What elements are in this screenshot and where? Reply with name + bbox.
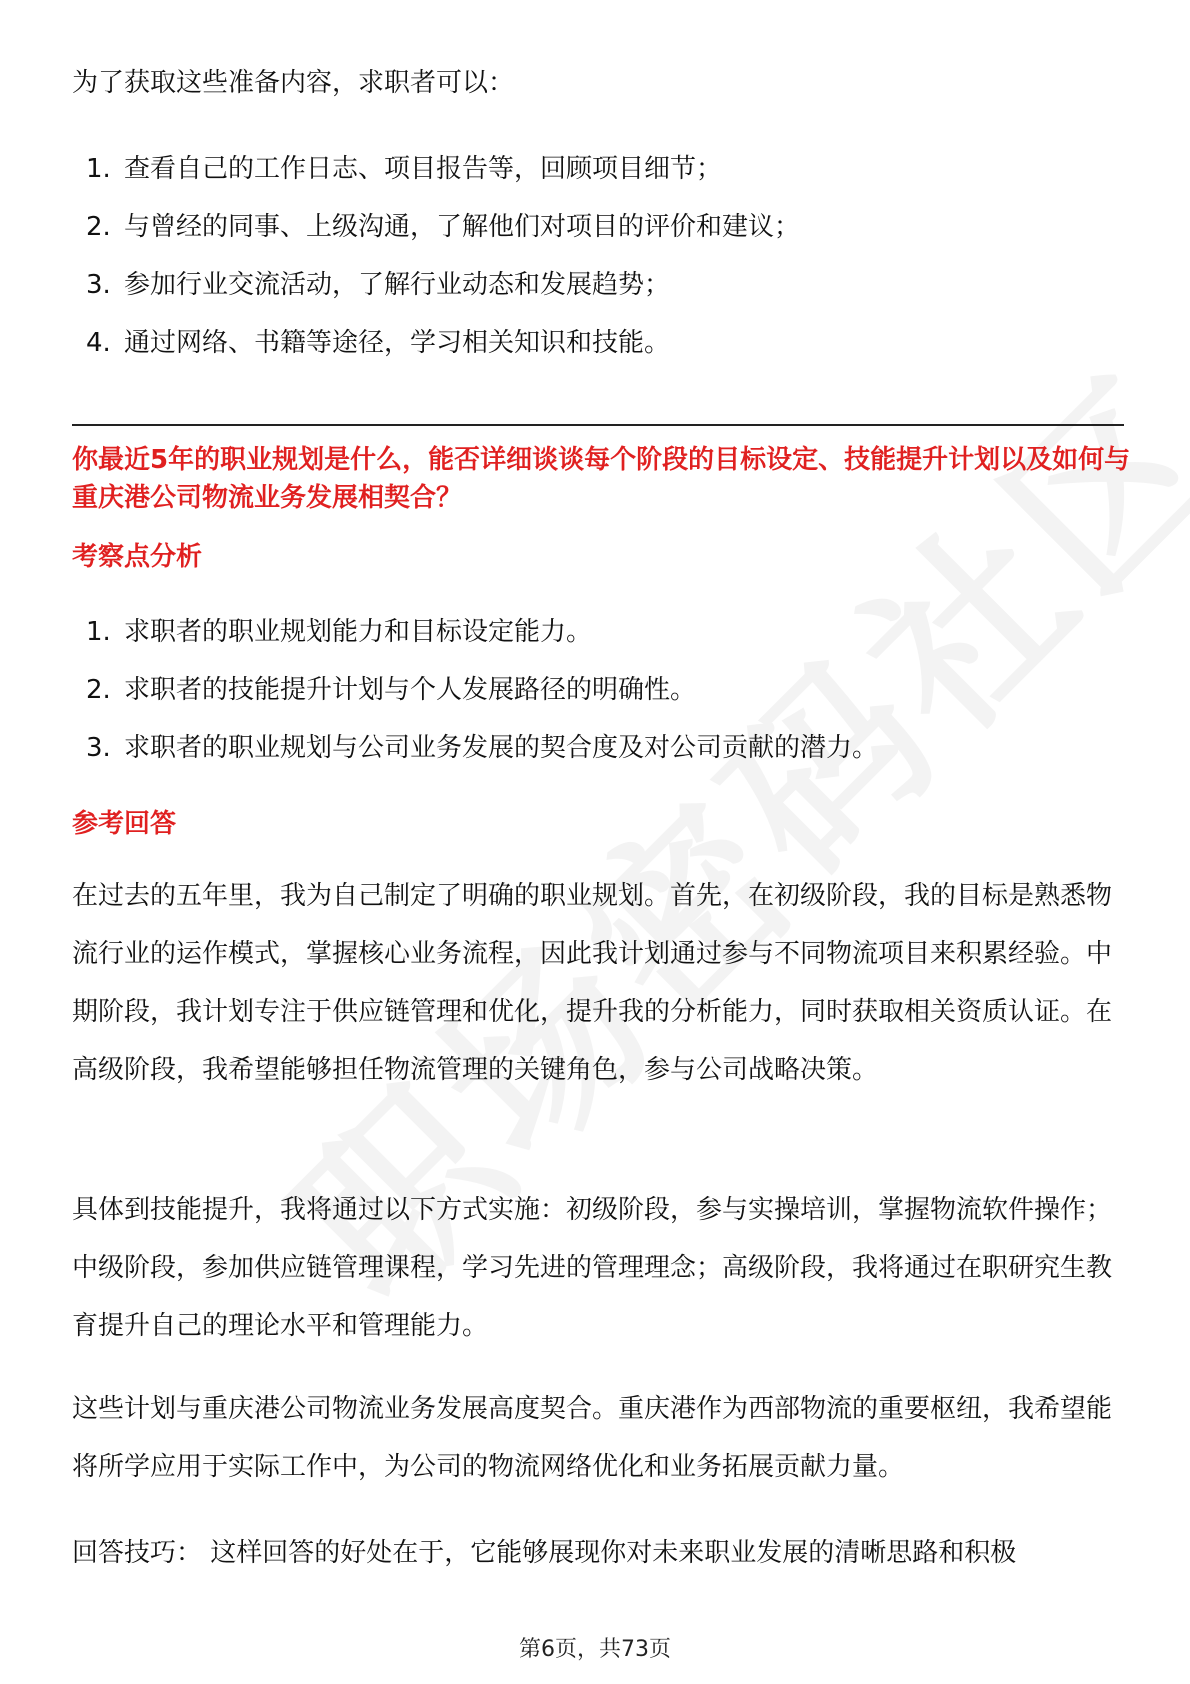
list-item: 2. 与曾经的同事、上级沟通，了解他们对项目的评价和建议； bbox=[86, 212, 801, 242]
intro-text: 为了获取这些准备内容，求职者可以： bbox=[72, 68, 515, 98]
page-number: 第6页，共73页 bbox=[519, 1637, 671, 1662]
list-item: 3. 求职者的职业规划与公司业务发展的契合度及对公司贡献的潜力。 bbox=[86, 733, 879, 763]
question-heading: 你最近5年的职业规划是什么，能否详细谈谈每个阶段的目标设定、技能提升计划以及如何与重庆港公司物流业务发展相契合？ bbox=[72, 445, 1131, 513]
answer-tip-paragraph: 回答技巧： 这样回答的好处在于，它能够展现你对未来职业发展的清晰思路和积极 bbox=[72, 1538, 1017, 1568]
prep-steps-list bbox=[72, 140, 1132, 372]
analysis-points-list bbox=[72, 603, 1132, 777]
list-item: 3. 参加行业交流活动，了解行业动态和发展趋势； bbox=[86, 270, 671, 300]
section-divider bbox=[72, 424, 1124, 426]
answer-paragraph: 具体到技能提升，我将通过以下方式实施：初级阶段，参与实操培训，掌握物流软件操作；中级阶段，参加供应链管理课程，学习先进的管理理念；高级阶段，我将通过在职研究生教育提升自己的理论水平和管理能力。 bbox=[72, 1195, 1113, 1341]
answer-heading: 参考回答 bbox=[72, 809, 177, 839]
list-item: 4. 通过网络、书籍等途径，学习相关知识和技能。 bbox=[86, 328, 671, 358]
analysis-heading: 考察点分析 bbox=[72, 542, 203, 572]
list-item: 1. 求职者的职业规划能力和目标设定能力。 bbox=[86, 617, 593, 647]
answer-paragraph: 这些计划与重庆港公司物流业务发展高度契合。重庆港作为西部物流的重要枢纽，我希望能将所学应用于实际工作中，为公司的物流网络优化和业务拓展贡献力量。 bbox=[72, 1394, 1113, 1482]
list-item: 2. 求职者的技能提升计划与个人发展路径的明确性。 bbox=[86, 675, 697, 705]
answer-paragraph: 在过去的五年里，我为自己制定了明确的职业规划。首先，在初级阶段，我的目标是熟悉物流行业的运作模式，掌握核心业务流程，因此我计划通过参与不同物流项目来积累经验。中期阶段，我计划专注于供应链管理和优化，提升我的分析能力，同时获取相关资质认证。在高级阶段，我希望能够担任物流管理的关键角色，参与公司战略决策。 bbox=[72, 881, 1113, 1085]
list-item: 1. 查看自己的工作日志、项目报告等，回顾项目细节； bbox=[86, 154, 723, 184]
